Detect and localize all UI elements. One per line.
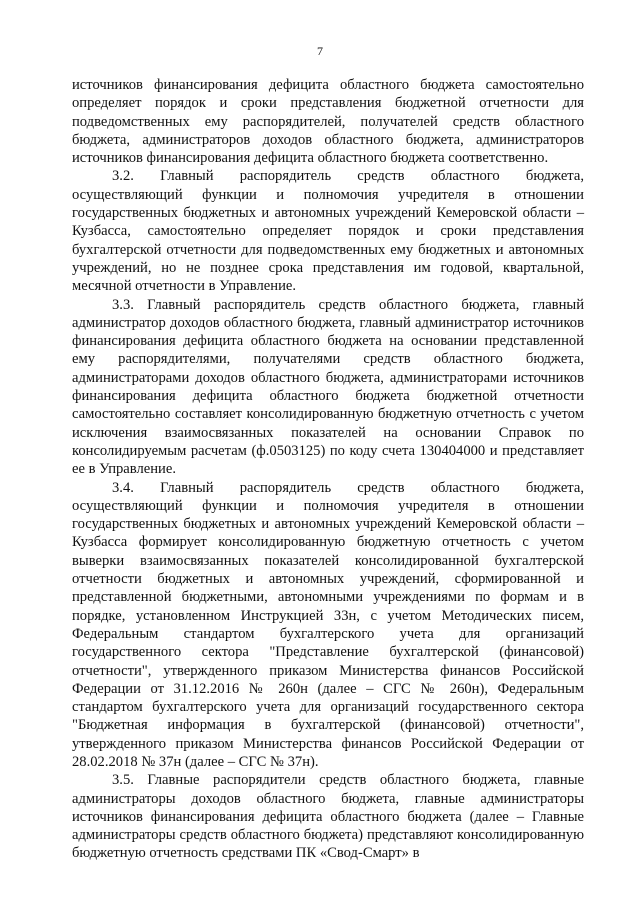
paragraph-3-2: 3.2. Главный распорядитель средств областного бюджета, осуществляющий функции и полномочия учредителя в отношении государственных бюджетных и автономных учреждений Кемеровской области – Кузбасса, самостоятельно определяет порядок и сроки представления бухгалтерской отчетности для подведомственных ему бюджетных и автономных учреждений, но не позднее срока представления им годовой, квартальной, месячной отчетности в Управление.: [72, 168, 584, 295]
document-body: [72, 76, 584, 863]
paragraph-3-4: 3.4. Главный распорядитель средств областного бюджета, осуществляющий функции и полномочия учредителя в отношении государственных бюджетных и автономных учреждений Кемеровской области – Кузбасса формирует консолидированную бюджетную отчетность с учетом выверки взаимосвязанных показателей консолидированной бухгалтерской отчетности бюджетных и автономных учреждений, сформированной и представленной бюджетными, автономными учреждениями по формам и в порядке, установленном Инструкцией 33н, с учетом Методических писем, Федеральным стандартом бухгалтерского учета для организаций государственного сектора "Представление бухгалтерской (финансовой) отчетности", утвержденного приказом Министерства финансов Российской Федерации от 31.12.2016 № 260н (далее – СГС № 260н), Федеральным стандартом бухгалтерского учета для организаций государственного сектора "Бюджетная информация в бухгалтерской (финансовой) отчетности", утвержденного приказом Министерства финансов Российской Федерации от 28.02.2018 № 37н (далее – СГС № 37н).: [72, 479, 584, 770]
paragraph-3-3: 3.3. Главный распорядитель средств областного бюджета, главный администратор доходов областного бюджета, главный администратор источников финансирования дефицита областного бюджета на основании представленной ему распорядителями, получателями средств областного бюджета, администраторами доходов областного бюджета, администраторами источников финансирования дефицита областного бюджета бюджетной отчетности самостоятельно составляет консолидированную бюджетную отчетность с учетом исключения взаимосвязанных показателей на основании Справок по консолидируемым расчетам (ф.0503125) по коду счета 130404000 и представляет ее в Управление.: [72, 296, 584, 478]
paragraph-3-5: 3.5. Главные распорядители средств областного бюджета, главные администраторы доходов областного бюджета, главные администраторы источников финансирования дефицита областного бюджета (далее – Главные администраторы средств областного бюджета) представляют консолидированную бюджетную отчетность средствами ПК «Свод-Смарт» в: [72, 772, 584, 862]
paragraph-continuation: источников финансирования дефицита областного бюджета самостоятельно определяет порядок и сроки представления бюджетной отчетности для подведомственных ему распорядителей, получателей средств областного бюджета, администраторов доходов областного бюджета, администраторов источников финансирования дефицита областного бюджета соответственно.: [72, 77, 584, 167]
page-number: 7: [317, 44, 323, 58]
